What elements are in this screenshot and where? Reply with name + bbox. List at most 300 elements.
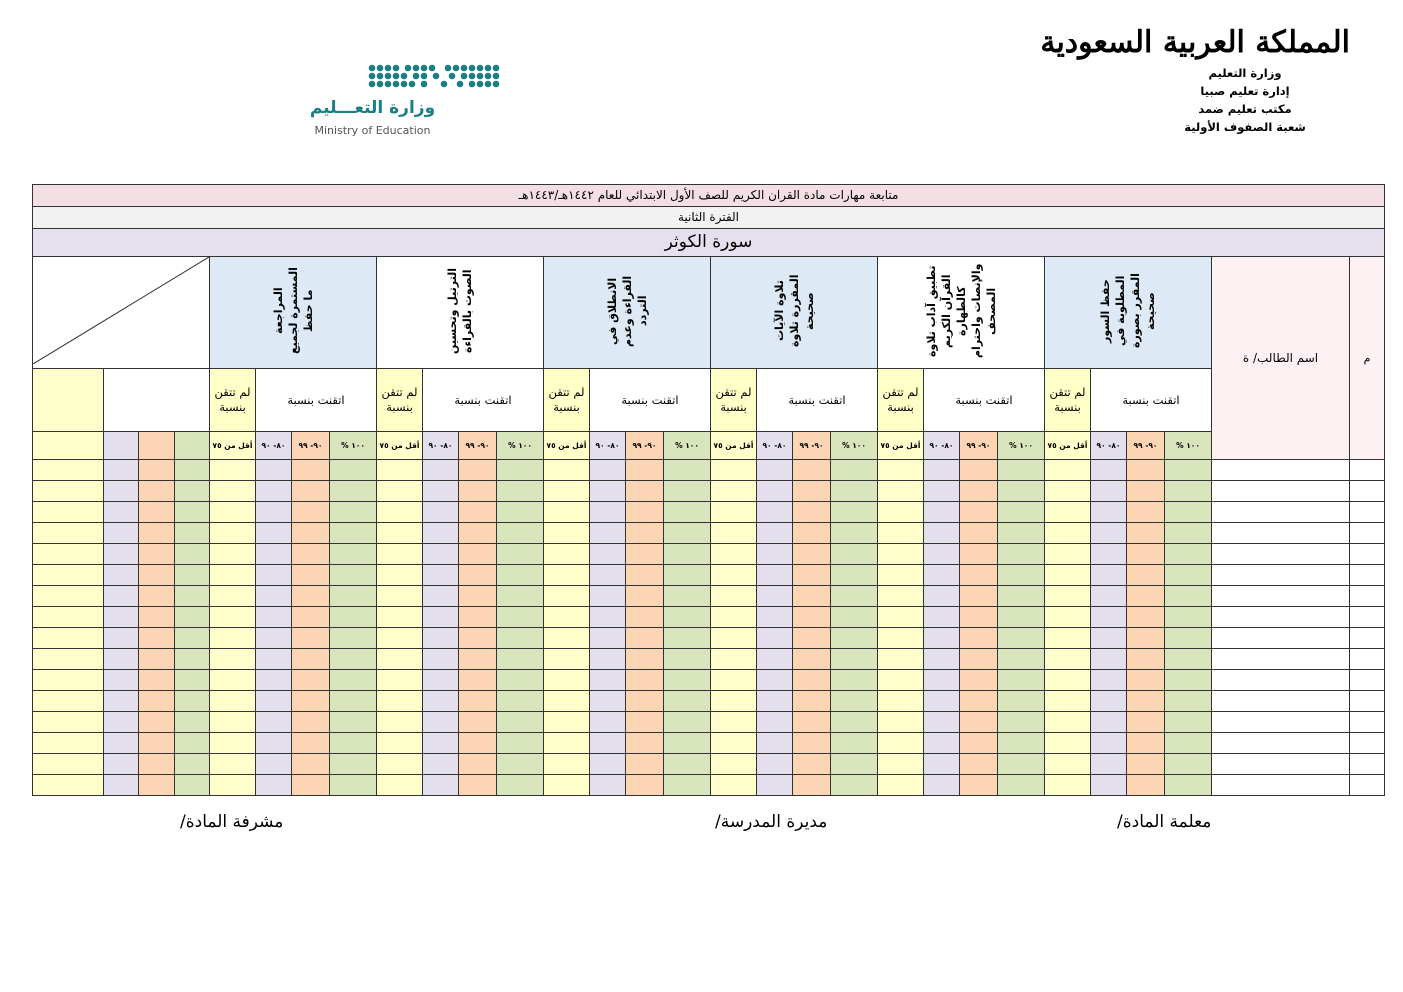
score-cell[interactable] xyxy=(104,733,139,754)
score-cell[interactable] xyxy=(544,712,590,733)
score-cell[interactable] xyxy=(626,565,664,586)
score-cell[interactable] xyxy=(139,544,175,565)
score-cell[interactable] xyxy=(590,775,626,796)
score-cell[interactable] xyxy=(33,628,104,649)
score-cell[interactable] xyxy=(292,607,330,628)
student-name-cell[interactable] xyxy=(1212,775,1350,796)
score-cell[interactable] xyxy=(33,607,104,628)
score-cell[interactable] xyxy=(330,544,377,565)
score-cell[interactable] xyxy=(104,565,139,586)
score-cell[interactable] xyxy=(878,586,924,607)
row-number-cell[interactable] xyxy=(1350,775,1385,796)
score-cell[interactable] xyxy=(139,502,175,523)
score-cell[interactable] xyxy=(377,649,423,670)
score-cell[interactable] xyxy=(330,775,377,796)
score-cell[interactable] xyxy=(256,649,292,670)
score-cell[interactable] xyxy=(423,649,459,670)
score-cell[interactable] xyxy=(1091,754,1127,775)
score-cell[interactable] xyxy=(1045,502,1091,523)
score-cell[interactable] xyxy=(292,754,330,775)
score-cell[interactable] xyxy=(878,502,924,523)
score-cell[interactable] xyxy=(757,586,793,607)
row-number-cell[interactable] xyxy=(1350,607,1385,628)
score-cell[interactable] xyxy=(590,754,626,775)
student-name-cell[interactable] xyxy=(1212,712,1350,733)
score-cell[interactable] xyxy=(590,670,626,691)
score-cell[interactable] xyxy=(330,628,377,649)
score-cell[interactable] xyxy=(175,481,210,502)
score-cell[interactable] xyxy=(878,523,924,544)
score-cell[interactable] xyxy=(960,670,998,691)
score-cell[interactable] xyxy=(33,523,104,544)
score-cell[interactable] xyxy=(139,607,175,628)
score-cell[interactable] xyxy=(924,775,960,796)
score-cell[interactable] xyxy=(1045,544,1091,565)
score-cell[interactable] xyxy=(757,754,793,775)
score-cell[interactable] xyxy=(544,586,590,607)
score-cell[interactable] xyxy=(878,712,924,733)
score-cell[interactable] xyxy=(1091,775,1127,796)
score-cell[interactable] xyxy=(497,775,544,796)
score-cell[interactable] xyxy=(544,670,590,691)
score-cell[interactable] xyxy=(459,481,497,502)
score-cell[interactable] xyxy=(292,502,330,523)
score-cell[interactable] xyxy=(878,691,924,712)
score-cell[interactable] xyxy=(831,565,878,586)
score-cell[interactable] xyxy=(330,502,377,523)
score-cell[interactable] xyxy=(256,607,292,628)
score-cell[interactable] xyxy=(497,649,544,670)
row-number-cell[interactable] xyxy=(1350,481,1385,502)
score-cell[interactable] xyxy=(104,775,139,796)
score-cell[interactable] xyxy=(459,649,497,670)
score-cell[interactable] xyxy=(139,691,175,712)
score-cell[interactable] xyxy=(423,628,459,649)
score-cell[interactable] xyxy=(793,733,831,754)
score-cell[interactable] xyxy=(497,502,544,523)
score-cell[interactable] xyxy=(831,502,878,523)
score-cell[interactable] xyxy=(831,712,878,733)
score-cell[interactable] xyxy=(998,586,1045,607)
score-cell[interactable] xyxy=(544,691,590,712)
score-cell[interactable] xyxy=(590,481,626,502)
score-cell[interactable] xyxy=(1127,670,1165,691)
score-cell[interactable] xyxy=(256,586,292,607)
score-cell[interactable] xyxy=(1045,754,1091,775)
score-cell[interactable] xyxy=(544,733,590,754)
score-cell[interactable] xyxy=(1165,502,1212,523)
score-cell[interactable] xyxy=(139,523,175,544)
score-cell[interactable] xyxy=(998,502,1045,523)
score-cell[interactable] xyxy=(793,481,831,502)
score-cell[interactable] xyxy=(377,586,423,607)
score-cell[interactable] xyxy=(210,481,256,502)
score-cell[interactable] xyxy=(33,733,104,754)
score-cell[interactable] xyxy=(924,460,960,481)
score-cell[interactable] xyxy=(292,691,330,712)
score-cell[interactable] xyxy=(960,523,998,544)
score-cell[interactable] xyxy=(104,544,139,565)
score-cell[interactable] xyxy=(711,754,757,775)
score-cell[interactable] xyxy=(377,523,423,544)
score-cell[interactable] xyxy=(292,670,330,691)
score-cell[interactable] xyxy=(793,649,831,670)
score-cell[interactable] xyxy=(626,502,664,523)
score-cell[interactable] xyxy=(175,607,210,628)
score-cell[interactable] xyxy=(33,691,104,712)
score-cell[interactable] xyxy=(664,649,711,670)
score-cell[interactable] xyxy=(544,460,590,481)
score-cell[interactable] xyxy=(711,691,757,712)
score-cell[interactable] xyxy=(175,775,210,796)
score-cell[interactable] xyxy=(793,607,831,628)
score-cell[interactable] xyxy=(878,565,924,586)
score-cell[interactable] xyxy=(256,733,292,754)
score-cell[interactable] xyxy=(256,712,292,733)
score-cell[interactable] xyxy=(664,523,711,544)
score-cell[interactable] xyxy=(757,565,793,586)
score-cell[interactable] xyxy=(139,628,175,649)
score-cell[interactable] xyxy=(711,481,757,502)
score-cell[interactable] xyxy=(831,670,878,691)
score-cell[interactable] xyxy=(292,649,330,670)
score-cell[interactable] xyxy=(626,481,664,502)
score-cell[interactable] xyxy=(210,649,256,670)
student-name-cell[interactable] xyxy=(1212,481,1350,502)
student-name-cell[interactable] xyxy=(1212,670,1350,691)
score-cell[interactable] xyxy=(1045,775,1091,796)
score-cell[interactable] xyxy=(1165,565,1212,586)
score-cell[interactable] xyxy=(998,481,1045,502)
score-cell[interactable] xyxy=(711,733,757,754)
score-cell[interactable] xyxy=(459,565,497,586)
score-cell[interactable] xyxy=(924,670,960,691)
score-cell[interactable] xyxy=(757,544,793,565)
score-cell[interactable] xyxy=(459,754,497,775)
score-cell[interactable] xyxy=(459,523,497,544)
score-cell[interactable] xyxy=(33,754,104,775)
score-cell[interactable] xyxy=(1127,775,1165,796)
score-cell[interactable] xyxy=(757,712,793,733)
score-cell[interactable] xyxy=(139,670,175,691)
score-cell[interactable] xyxy=(878,481,924,502)
row-number-cell[interactable] xyxy=(1350,733,1385,754)
score-cell[interactable] xyxy=(1165,460,1212,481)
row-number-cell[interactable] xyxy=(1350,670,1385,691)
score-cell[interactable] xyxy=(33,670,104,691)
row-number-cell[interactable] xyxy=(1350,754,1385,775)
score-cell[interactable] xyxy=(924,733,960,754)
score-cell[interactable] xyxy=(793,460,831,481)
score-cell[interactable] xyxy=(256,691,292,712)
score-cell[interactable] xyxy=(497,607,544,628)
score-cell[interactable] xyxy=(104,502,139,523)
score-cell[interactable] xyxy=(1045,586,1091,607)
score-cell[interactable] xyxy=(139,775,175,796)
row-number-cell[interactable] xyxy=(1350,502,1385,523)
score-cell[interactable] xyxy=(459,712,497,733)
score-cell[interactable] xyxy=(1091,712,1127,733)
score-cell[interactable] xyxy=(423,670,459,691)
score-cell[interactable] xyxy=(878,775,924,796)
score-cell[interactable] xyxy=(256,502,292,523)
score-cell[interactable] xyxy=(256,670,292,691)
score-cell[interactable] xyxy=(330,754,377,775)
score-cell[interactable] xyxy=(210,775,256,796)
row-number-cell[interactable] xyxy=(1350,628,1385,649)
score-cell[interactable] xyxy=(793,544,831,565)
score-cell[interactable] xyxy=(423,481,459,502)
score-cell[interactable] xyxy=(1165,733,1212,754)
score-cell[interactable] xyxy=(139,586,175,607)
score-cell[interactable] xyxy=(878,670,924,691)
student-name-cell[interactable] xyxy=(1212,460,1350,481)
score-cell[interactable] xyxy=(497,544,544,565)
score-cell[interactable] xyxy=(423,502,459,523)
score-cell[interactable] xyxy=(497,628,544,649)
score-cell[interactable] xyxy=(423,733,459,754)
score-cell[interactable] xyxy=(330,670,377,691)
score-cell[interactable] xyxy=(377,733,423,754)
score-cell[interactable] xyxy=(33,712,104,733)
score-cell[interactable] xyxy=(1045,712,1091,733)
score-cell[interactable] xyxy=(998,670,1045,691)
score-cell[interactable] xyxy=(292,460,330,481)
score-cell[interactable] xyxy=(998,754,1045,775)
score-cell[interactable] xyxy=(377,607,423,628)
row-number-cell[interactable] xyxy=(1350,523,1385,544)
score-cell[interactable] xyxy=(998,712,1045,733)
score-cell[interactable] xyxy=(960,502,998,523)
score-cell[interactable] xyxy=(139,754,175,775)
score-cell[interactable] xyxy=(664,670,711,691)
score-cell[interactable] xyxy=(1045,670,1091,691)
score-cell[interactable] xyxy=(423,775,459,796)
score-cell[interactable] xyxy=(626,670,664,691)
score-cell[interactable] xyxy=(664,565,711,586)
score-cell[interactable] xyxy=(1127,523,1165,544)
score-cell[interactable] xyxy=(711,460,757,481)
score-cell[interactable] xyxy=(544,775,590,796)
score-cell[interactable] xyxy=(1045,481,1091,502)
score-cell[interactable] xyxy=(793,523,831,544)
score-cell[interactable] xyxy=(1091,586,1127,607)
score-cell[interactable] xyxy=(377,565,423,586)
row-number-cell[interactable] xyxy=(1350,586,1385,607)
score-cell[interactable] xyxy=(210,670,256,691)
score-cell[interactable] xyxy=(590,712,626,733)
score-cell[interactable] xyxy=(292,733,330,754)
score-cell[interactable] xyxy=(459,670,497,691)
score-cell[interactable] xyxy=(590,460,626,481)
score-cell[interactable] xyxy=(960,649,998,670)
row-number-cell[interactable] xyxy=(1350,544,1385,565)
score-cell[interactable] xyxy=(210,733,256,754)
score-cell[interactable] xyxy=(104,670,139,691)
score-cell[interactable] xyxy=(423,544,459,565)
score-cell[interactable] xyxy=(998,649,1045,670)
student-name-cell[interactable] xyxy=(1212,691,1350,712)
score-cell[interactable] xyxy=(139,460,175,481)
score-cell[interactable] xyxy=(292,586,330,607)
score-cell[interactable] xyxy=(256,754,292,775)
score-cell[interactable] xyxy=(33,460,104,481)
score-cell[interactable] xyxy=(878,628,924,649)
score-cell[interactable] xyxy=(1045,628,1091,649)
row-number-cell[interactable] xyxy=(1350,565,1385,586)
score-cell[interactable] xyxy=(924,523,960,544)
score-cell[interactable] xyxy=(960,481,998,502)
score-cell[interactable] xyxy=(960,712,998,733)
row-number-cell[interactable] xyxy=(1350,460,1385,481)
score-cell[interactable] xyxy=(423,523,459,544)
score-cell[interactable] xyxy=(33,544,104,565)
score-cell[interactable] xyxy=(210,565,256,586)
score-cell[interactable] xyxy=(757,775,793,796)
score-cell[interactable] xyxy=(544,523,590,544)
score-cell[interactable] xyxy=(139,481,175,502)
score-cell[interactable] xyxy=(459,586,497,607)
score-cell[interactable] xyxy=(1127,754,1165,775)
score-cell[interactable] xyxy=(626,460,664,481)
score-cell[interactable] xyxy=(1127,460,1165,481)
score-cell[interactable] xyxy=(459,502,497,523)
score-cell[interactable] xyxy=(1165,649,1212,670)
score-cell[interactable] xyxy=(175,565,210,586)
score-cell[interactable] xyxy=(831,460,878,481)
score-cell[interactable] xyxy=(924,754,960,775)
score-cell[interactable] xyxy=(256,775,292,796)
score-cell[interactable] xyxy=(831,481,878,502)
score-cell[interactable] xyxy=(664,775,711,796)
score-cell[interactable] xyxy=(104,460,139,481)
score-cell[interactable] xyxy=(711,775,757,796)
score-cell[interactable] xyxy=(960,607,998,628)
score-cell[interactable] xyxy=(292,775,330,796)
score-cell[interactable] xyxy=(998,691,1045,712)
score-cell[interactable] xyxy=(33,565,104,586)
score-cell[interactable] xyxy=(793,691,831,712)
score-cell[interactable] xyxy=(497,691,544,712)
score-cell[interactable] xyxy=(711,670,757,691)
score-cell[interactable] xyxy=(33,586,104,607)
score-cell[interactable] xyxy=(711,586,757,607)
score-cell[interactable] xyxy=(590,733,626,754)
score-cell[interactable] xyxy=(1127,481,1165,502)
score-cell[interactable] xyxy=(256,460,292,481)
score-cell[interactable] xyxy=(175,754,210,775)
score-cell[interactable] xyxy=(960,754,998,775)
score-cell[interactable] xyxy=(626,523,664,544)
score-cell[interactable] xyxy=(210,460,256,481)
score-cell[interactable] xyxy=(497,460,544,481)
score-cell[interactable] xyxy=(590,649,626,670)
score-cell[interactable] xyxy=(664,691,711,712)
score-cell[interactable] xyxy=(1091,460,1127,481)
score-cell[interactable] xyxy=(1127,502,1165,523)
score-cell[interactable] xyxy=(1127,586,1165,607)
score-cell[interactable] xyxy=(1091,544,1127,565)
score-cell[interactable] xyxy=(793,565,831,586)
score-cell[interactable] xyxy=(793,670,831,691)
score-cell[interactable] xyxy=(924,691,960,712)
score-cell[interactable] xyxy=(1045,565,1091,586)
score-cell[interactable] xyxy=(210,502,256,523)
score-cell[interactable] xyxy=(544,649,590,670)
score-cell[interactable] xyxy=(292,712,330,733)
score-cell[interactable] xyxy=(960,733,998,754)
score-cell[interactable] xyxy=(831,691,878,712)
score-cell[interactable] xyxy=(175,712,210,733)
score-cell[interactable] xyxy=(711,523,757,544)
score-cell[interactable] xyxy=(998,733,1045,754)
score-cell[interactable] xyxy=(497,754,544,775)
score-cell[interactable] xyxy=(377,460,423,481)
score-cell[interactable] xyxy=(664,607,711,628)
score-cell[interactable] xyxy=(377,775,423,796)
score-cell[interactable] xyxy=(104,691,139,712)
score-cell[interactable] xyxy=(423,691,459,712)
score-cell[interactable] xyxy=(497,586,544,607)
score-cell[interactable] xyxy=(175,502,210,523)
score-cell[interactable] xyxy=(998,565,1045,586)
score-cell[interactable] xyxy=(423,565,459,586)
score-cell[interactable] xyxy=(626,691,664,712)
score-cell[interactable] xyxy=(256,523,292,544)
score-cell[interactable] xyxy=(1045,649,1091,670)
score-cell[interactable] xyxy=(256,544,292,565)
score-cell[interactable] xyxy=(664,712,711,733)
score-cell[interactable] xyxy=(175,649,210,670)
score-cell[interactable] xyxy=(960,460,998,481)
score-cell[interactable] xyxy=(998,460,1045,481)
score-cell[interactable] xyxy=(1165,712,1212,733)
score-cell[interactable] xyxy=(175,691,210,712)
score-cell[interactable] xyxy=(626,586,664,607)
score-cell[interactable] xyxy=(793,754,831,775)
score-cell[interactable] xyxy=(497,733,544,754)
student-name-cell[interactable] xyxy=(1212,523,1350,544)
score-cell[interactable] xyxy=(1045,607,1091,628)
score-cell[interactable] xyxy=(256,628,292,649)
score-cell[interactable] xyxy=(1127,607,1165,628)
score-cell[interactable] xyxy=(960,775,998,796)
score-cell[interactable] xyxy=(330,523,377,544)
score-cell[interactable] xyxy=(423,607,459,628)
score-cell[interactable] xyxy=(878,607,924,628)
score-cell[interactable] xyxy=(210,712,256,733)
score-cell[interactable] xyxy=(793,712,831,733)
score-cell[interactable] xyxy=(757,670,793,691)
score-cell[interactable] xyxy=(1045,691,1091,712)
score-cell[interactable] xyxy=(590,544,626,565)
score-cell[interactable] xyxy=(210,544,256,565)
score-cell[interactable] xyxy=(377,544,423,565)
score-cell[interactable] xyxy=(423,460,459,481)
score-cell[interactable] xyxy=(104,481,139,502)
score-cell[interactable] xyxy=(793,502,831,523)
student-name-cell[interactable] xyxy=(1212,628,1350,649)
score-cell[interactable] xyxy=(210,523,256,544)
score-cell[interactable] xyxy=(831,586,878,607)
score-cell[interactable] xyxy=(33,649,104,670)
score-cell[interactable] xyxy=(960,628,998,649)
score-cell[interactable] xyxy=(1165,481,1212,502)
score-cell[interactable] xyxy=(878,754,924,775)
score-cell[interactable] xyxy=(998,607,1045,628)
score-cell[interactable] xyxy=(330,586,377,607)
score-cell[interactable] xyxy=(626,754,664,775)
